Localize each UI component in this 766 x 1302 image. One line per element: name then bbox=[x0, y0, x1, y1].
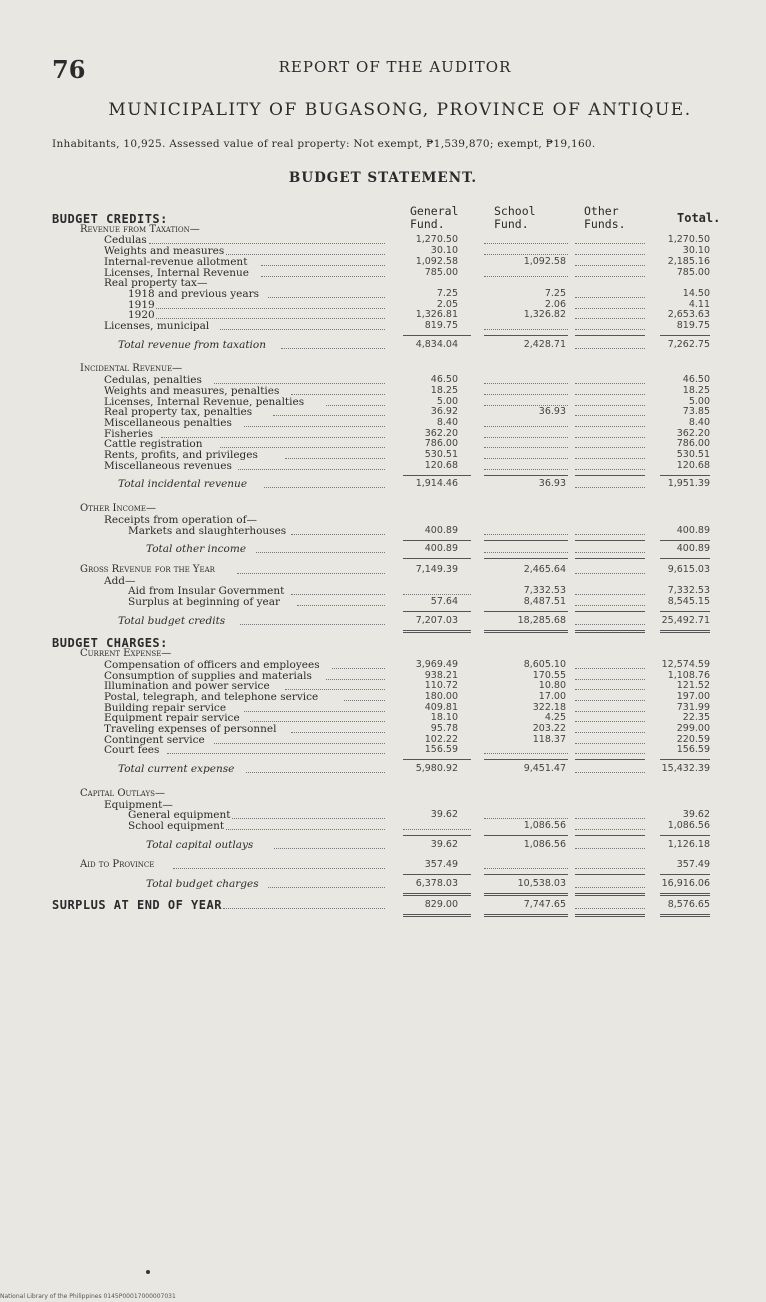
total-value: 12,574.59 bbox=[661, 658, 710, 670]
sum-rule bbox=[403, 475, 471, 476]
row-label: Traveling expenses of personnel bbox=[104, 723, 277, 735]
page-number: 76 bbox=[52, 55, 86, 84]
total-value: 7,262.75 bbox=[667, 338, 710, 350]
blank-leader bbox=[484, 753, 568, 754]
dot-leader bbox=[240, 624, 385, 625]
school-fund-value: 203.22 bbox=[532, 723, 566, 734]
row-label: Receipts from operation of— bbox=[104, 513, 258, 526]
total-value: 1,086.56 bbox=[667, 819, 710, 831]
general-fund-value: 8.40 bbox=[436, 416, 458, 428]
sum-rule bbox=[484, 335, 568, 336]
sum-rule bbox=[660, 759, 710, 760]
table-row bbox=[0, 878, 766, 890]
sum-rule bbox=[484, 558, 568, 559]
sum-rule bbox=[575, 611, 645, 612]
blank-leader bbox=[575, 887, 645, 888]
school-fund-value: 118.37 bbox=[532, 733, 566, 745]
total-value: 73.85 bbox=[682, 406, 710, 418]
total-value: 400.89 bbox=[676, 524, 710, 536]
sum-rule bbox=[484, 874, 568, 875]
table-row bbox=[0, 478, 766, 490]
blank-leader bbox=[484, 534, 568, 535]
table-row bbox=[0, 744, 766, 756]
general-fund-value: 156.59 bbox=[424, 744, 458, 756]
general-fund-value: 95.78 bbox=[430, 723, 458, 734]
general-fund-value: 39.62 bbox=[430, 838, 458, 850]
inhabitants-line: Inhabitants, 10,925. Assessed value of real property: Not exempt, ₱1,539,870; exempt, ₱19,160. bbox=[52, 138, 596, 150]
row-label: Add— bbox=[104, 574, 136, 587]
table-row bbox=[0, 460, 766, 472]
school-fund-value: 18,285.68 bbox=[517, 614, 566, 626]
sum-rule bbox=[575, 335, 645, 336]
column-header-general: General Fund. bbox=[410, 204, 459, 231]
total-value: 15,432.39 bbox=[661, 763, 710, 775]
blank-leader bbox=[575, 552, 645, 553]
school-fund-value: 2.06 bbox=[544, 298, 566, 310]
total-value: 14.50 bbox=[682, 287, 710, 299]
dot-leader bbox=[256, 552, 385, 553]
double-rule bbox=[575, 893, 645, 896]
school-fund-value: 322.18 bbox=[532, 701, 566, 713]
total-value: 1,108.76 bbox=[667, 669, 710, 681]
row-label: SURPLUS AT END OF YEAR bbox=[52, 897, 222, 912]
blank-leader bbox=[575, 329, 645, 330]
double-rule bbox=[575, 914, 645, 917]
row-label: Weights and measures bbox=[104, 245, 225, 258]
sum-rule bbox=[484, 759, 568, 760]
column-header-total: Total. bbox=[677, 211, 721, 225]
general-fund-value: 46.50 bbox=[430, 374, 458, 386]
total-value: 46.50 bbox=[682, 374, 710, 386]
table-row bbox=[0, 615, 766, 627]
school-fund-value: 1,092.58 bbox=[523, 255, 566, 267]
general-fund-value: 938.21 bbox=[424, 669, 458, 681]
general-fund-value: 18.25 bbox=[430, 384, 458, 396]
double-rule bbox=[403, 893, 471, 896]
municipality-title: MUNICIPALITY OF BUGASONG, PROVINCE OF ANTIQUE. bbox=[108, 100, 692, 120]
total-value: 5.00 bbox=[688, 395, 710, 407]
row-label: Contingent service bbox=[104, 733, 205, 746]
row-label: Aid from Insular Government bbox=[128, 585, 285, 598]
school-fund-value: 7,747.65 bbox=[523, 898, 566, 910]
archive-footer: National Library of the Philippines 0145P00017000007031 bbox=[0, 1293, 176, 1300]
row-label: Consumption of supplies and materials bbox=[104, 669, 312, 682]
total-value: 120.68 bbox=[676, 459, 710, 471]
table-row bbox=[0, 763, 766, 775]
column-header-school: School Fund. bbox=[494, 204, 536, 231]
general-fund-value: 819.75 bbox=[424, 320, 458, 331]
sum-rule bbox=[484, 475, 568, 476]
total-value: 197.00 bbox=[676, 690, 710, 702]
total-value: 16,916.06 bbox=[661, 878, 710, 889]
school-fund-value: 1,086.56 bbox=[523, 838, 566, 850]
row-label: Licenses, Internal Revenue, penalties bbox=[104, 395, 305, 408]
sum-rule bbox=[403, 835, 471, 836]
row-label: Compensation of officers and employees bbox=[104, 658, 320, 671]
double-rule bbox=[660, 630, 710, 633]
row-label: Equipment— bbox=[104, 798, 173, 811]
row-label: Licenses, Internal Revenue bbox=[104, 266, 249, 279]
blank-leader bbox=[575, 908, 645, 909]
sum-rule bbox=[660, 335, 710, 336]
general-fund-value: 5,980.92 bbox=[415, 763, 458, 775]
blank-leader bbox=[484, 868, 568, 869]
total-value: 121.52 bbox=[676, 680, 710, 692]
sum-rule bbox=[484, 835, 568, 836]
general-fund-value: 786.00 bbox=[424, 438, 458, 450]
row-label: Total other income bbox=[146, 543, 247, 556]
row-label: Cedulas bbox=[104, 234, 147, 247]
total-value: 400.89 bbox=[676, 543, 710, 555]
table-row bbox=[0, 543, 766, 555]
row-label: Cattle registration bbox=[104, 438, 203, 451]
blank-leader bbox=[575, 772, 645, 773]
school-fund-value: 7,332.53 bbox=[523, 585, 566, 597]
row-label: School equipment bbox=[128, 819, 225, 832]
school-fund-value: 7.25 bbox=[544, 287, 566, 299]
general-fund-value: 1,092.58 bbox=[415, 255, 458, 267]
blank-leader bbox=[575, 829, 645, 830]
row-label: Surplus at beginning of year bbox=[128, 596, 281, 608]
school-fund-value: 1,326.82 bbox=[523, 309, 566, 321]
dot-leader bbox=[167, 753, 385, 754]
sum-rule bbox=[484, 540, 568, 541]
sum-rule bbox=[484, 611, 568, 612]
row-label: Cedulas, penalties bbox=[104, 374, 202, 387]
general-fund-value: 30.10 bbox=[430, 245, 458, 257]
row-label: Real property tax— bbox=[104, 277, 208, 290]
blank-leader bbox=[484, 469, 568, 470]
general-fund-value: 36.92 bbox=[430, 406, 458, 418]
total-value: 8,576.65 bbox=[667, 898, 710, 910]
school-fund-value: 8,487.51 bbox=[523, 596, 566, 607]
general-fund-value: 180.00 bbox=[424, 690, 458, 702]
table-row bbox=[0, 525, 766, 537]
total-value: 785.00 bbox=[676, 266, 710, 278]
blank-leader bbox=[575, 624, 645, 625]
total-value: 1,126.18 bbox=[667, 838, 710, 850]
table-row bbox=[0, 320, 766, 332]
total-value: 30.10 bbox=[682, 245, 710, 257]
sum-rule bbox=[660, 475, 710, 476]
total-value: 786.00 bbox=[676, 438, 710, 450]
general-fund-value: 5.00 bbox=[436, 395, 458, 407]
school-fund-value: 2,465.64 bbox=[523, 563, 566, 575]
total-value: 220.59 bbox=[676, 733, 710, 745]
table-row bbox=[0, 839, 766, 851]
total-value: 156.59 bbox=[676, 744, 710, 756]
double-rule bbox=[575, 630, 645, 633]
total-value: 18.25 bbox=[682, 384, 710, 396]
row-label: BUDGET CREDITS: bbox=[52, 212, 168, 226]
total-value: 22.35 bbox=[682, 712, 710, 724]
row-label: Miscellaneous revenues bbox=[104, 459, 232, 472]
row-label: Illumination and power service bbox=[104, 680, 270, 693]
general-fund-value: 1,270.50 bbox=[415, 234, 458, 246]
dot-leader bbox=[238, 469, 385, 470]
row-label: 1918 and previous years bbox=[128, 287, 260, 300]
general-fund-value: 57.64 bbox=[430, 596, 458, 607]
sum-rule bbox=[575, 759, 645, 760]
sum-rule bbox=[403, 335, 471, 336]
table-row bbox=[0, 339, 766, 351]
dot-leader bbox=[223, 908, 385, 909]
row-label: Markets and slaughterhouses bbox=[128, 524, 287, 537]
row-label: Total budget charges bbox=[146, 878, 259, 890]
row-label: Weights and measures, penalties bbox=[104, 384, 280, 397]
row-label: Incidental Revenue— bbox=[80, 363, 183, 375]
blank-leader bbox=[484, 552, 568, 553]
double-rule bbox=[484, 893, 568, 896]
double-rule bbox=[660, 893, 710, 896]
print-speck bbox=[146, 1270, 150, 1274]
general-fund-value: 357.49 bbox=[424, 859, 458, 871]
total-value: 39.62 bbox=[682, 809, 710, 821]
sum-rule bbox=[403, 611, 471, 612]
row-label: Court fees bbox=[104, 744, 160, 757]
row-label: Licenses, municipal bbox=[104, 320, 210, 332]
dot-leader bbox=[173, 868, 386, 869]
blank-leader bbox=[575, 605, 645, 606]
total-value: 9,615.03 bbox=[667, 563, 710, 575]
total-value: 819.75 bbox=[676, 320, 710, 331]
school-fund-value: 10.80 bbox=[538, 680, 566, 692]
dot-leader bbox=[281, 348, 385, 349]
total-value: 8,545.15 bbox=[667, 596, 710, 607]
column-header-other: Other Funds. bbox=[584, 204, 626, 231]
double-rule bbox=[403, 630, 471, 633]
total-value: 2,185.16 bbox=[667, 255, 710, 267]
general-fund-value: 39.62 bbox=[430, 809, 458, 821]
general-fund-value: 829.00 bbox=[424, 898, 458, 910]
blank-leader bbox=[575, 469, 645, 470]
sum-rule bbox=[575, 558, 645, 559]
total-value: 8.40 bbox=[688, 416, 710, 428]
sum-rule bbox=[575, 874, 645, 875]
general-fund-value: 7,149.39 bbox=[415, 563, 458, 575]
general-fund-value: 110.72 bbox=[424, 680, 458, 692]
row-label: Total current expense bbox=[118, 763, 235, 776]
total-value: 362.20 bbox=[676, 427, 710, 439]
row-label: Total incidental revenue bbox=[118, 478, 248, 491]
blank-leader bbox=[575, 487, 645, 488]
sum-rule bbox=[403, 874, 471, 875]
row-label: BUDGET CHARGES: bbox=[52, 636, 168, 651]
row-label: Other Income— bbox=[80, 503, 156, 515]
school-fund-value: 36.93 bbox=[538, 406, 566, 418]
general-fund-value: 18.10 bbox=[430, 712, 458, 724]
general-fund-value: 409.81 bbox=[424, 701, 458, 713]
blank-leader bbox=[575, 868, 645, 869]
school-fund-value: 2,428.71 bbox=[523, 338, 566, 350]
sum-rule bbox=[575, 475, 645, 476]
total-value: 1,951.39 bbox=[667, 478, 710, 490]
general-fund-value: 102.22 bbox=[424, 733, 458, 745]
row-label: Gross Revenue for the Year bbox=[80, 563, 215, 575]
row-label: Postal, telegraph, and telephone service bbox=[104, 690, 319, 703]
blank-leader bbox=[575, 848, 645, 849]
table-row bbox=[0, 899, 766, 911]
general-fund-value: 7,207.03 bbox=[415, 614, 458, 626]
total-value: 731.99 bbox=[676, 701, 710, 713]
blank-leader bbox=[484, 329, 568, 330]
row-label: Current Expense— bbox=[80, 648, 172, 660]
general-fund-value: 1,914.46 bbox=[415, 478, 458, 490]
school-fund-value: 8,605.10 bbox=[523, 658, 566, 670]
school-fund-value: 170.55 bbox=[532, 669, 566, 681]
total-value: 25,492.71 bbox=[661, 614, 710, 626]
general-fund-value: 400.89 bbox=[424, 524, 458, 536]
general-fund-value: 4,834.04 bbox=[415, 338, 458, 350]
general-fund-value: 362.20 bbox=[424, 427, 458, 439]
general-fund-value: 400.89 bbox=[424, 543, 458, 555]
row-label: 1920 bbox=[128, 309, 155, 322]
row-label: Capital Outlays— bbox=[80, 787, 165, 799]
dot-leader bbox=[274, 848, 385, 849]
general-fund-value: 7.25 bbox=[436, 287, 458, 299]
sum-rule bbox=[660, 611, 710, 612]
row-label: Equipment repair service bbox=[104, 712, 240, 725]
sum-rule bbox=[575, 835, 645, 836]
row-label: Rents, profits, and privileges bbox=[104, 449, 258, 461]
row-label: Total revenue from taxation bbox=[118, 338, 266, 351]
table-row bbox=[0, 820, 766, 832]
row-label: Aid to Province bbox=[80, 859, 155, 871]
running-title: REPORT OF THE AUDITOR bbox=[278, 58, 512, 76]
sum-rule bbox=[403, 558, 471, 559]
row-label: Total capital outlays bbox=[146, 838, 254, 851]
general-fund-value: 120.68 bbox=[424, 459, 458, 471]
school-fund-value: 1,086.56 bbox=[523, 819, 566, 831]
double-rule bbox=[660, 914, 710, 917]
total-value: 530.51 bbox=[676, 449, 710, 460]
dot-leader bbox=[226, 829, 385, 830]
general-fund-value: 3,969.49 bbox=[415, 658, 458, 670]
school-fund-value: 36.93 bbox=[538, 478, 566, 490]
dot-leader bbox=[264, 487, 385, 488]
sum-rule bbox=[403, 759, 471, 760]
school-fund-value: 4.25 bbox=[544, 712, 566, 724]
row-label: Fisheries bbox=[104, 427, 153, 440]
sum-rule bbox=[660, 835, 710, 836]
sum-rule bbox=[660, 540, 710, 541]
total-value: 2,653.63 bbox=[667, 309, 710, 321]
dot-leader bbox=[291, 534, 385, 535]
total-value: 4.11 bbox=[688, 298, 710, 310]
total-value: 357.49 bbox=[676, 859, 710, 871]
school-fund-value: 10,538.03 bbox=[517, 878, 566, 889]
general-fund-value: 785.00 bbox=[424, 266, 458, 278]
total-value: 7,332.53 bbox=[667, 585, 710, 597]
dot-leader bbox=[297, 605, 385, 606]
sum-rule bbox=[403, 540, 471, 541]
row-label: Total budget credits bbox=[118, 614, 226, 627]
statement-title: BUDGET STATEMENT. bbox=[288, 170, 478, 186]
double-rule bbox=[484, 630, 568, 633]
dot-leader bbox=[268, 887, 385, 888]
row-label: General equipment bbox=[128, 809, 231, 822]
total-value: 299.00 bbox=[676, 723, 710, 734]
sum-rule bbox=[660, 874, 710, 875]
general-fund-value: 6,378.03 bbox=[415, 878, 458, 889]
blank-leader bbox=[575, 348, 645, 349]
row-label: Revenue from Taxation— bbox=[80, 223, 200, 235]
school-fund-value: 9,451.47 bbox=[523, 763, 566, 775]
table-row bbox=[0, 859, 766, 871]
total-value: 1,270.50 bbox=[667, 234, 710, 246]
general-fund-value: 2.05 bbox=[436, 298, 458, 310]
general-fund-value: 1,326.81 bbox=[415, 309, 458, 321]
blank-leader bbox=[575, 534, 645, 535]
double-rule bbox=[484, 914, 568, 917]
row-label: Internal-revenue allotment bbox=[104, 255, 248, 268]
row-label: Miscellaneous penalties bbox=[104, 416, 232, 429]
dot-leader bbox=[220, 329, 385, 330]
row-label: 1919 bbox=[128, 298, 155, 311]
school-fund-value: 17.00 bbox=[538, 690, 566, 702]
table-row bbox=[0, 596, 766, 608]
row-label: Building repair service bbox=[104, 701, 227, 714]
blank-leader bbox=[403, 829, 471, 830]
general-fund-value: 530.51 bbox=[424, 449, 458, 460]
dot-leader bbox=[246, 772, 385, 773]
double-rule bbox=[403, 914, 471, 917]
sum-rule bbox=[575, 540, 645, 541]
sum-rule bbox=[660, 558, 710, 559]
row-label: Real property tax, penalties bbox=[104, 406, 253, 419]
blank-leader bbox=[575, 753, 645, 754]
